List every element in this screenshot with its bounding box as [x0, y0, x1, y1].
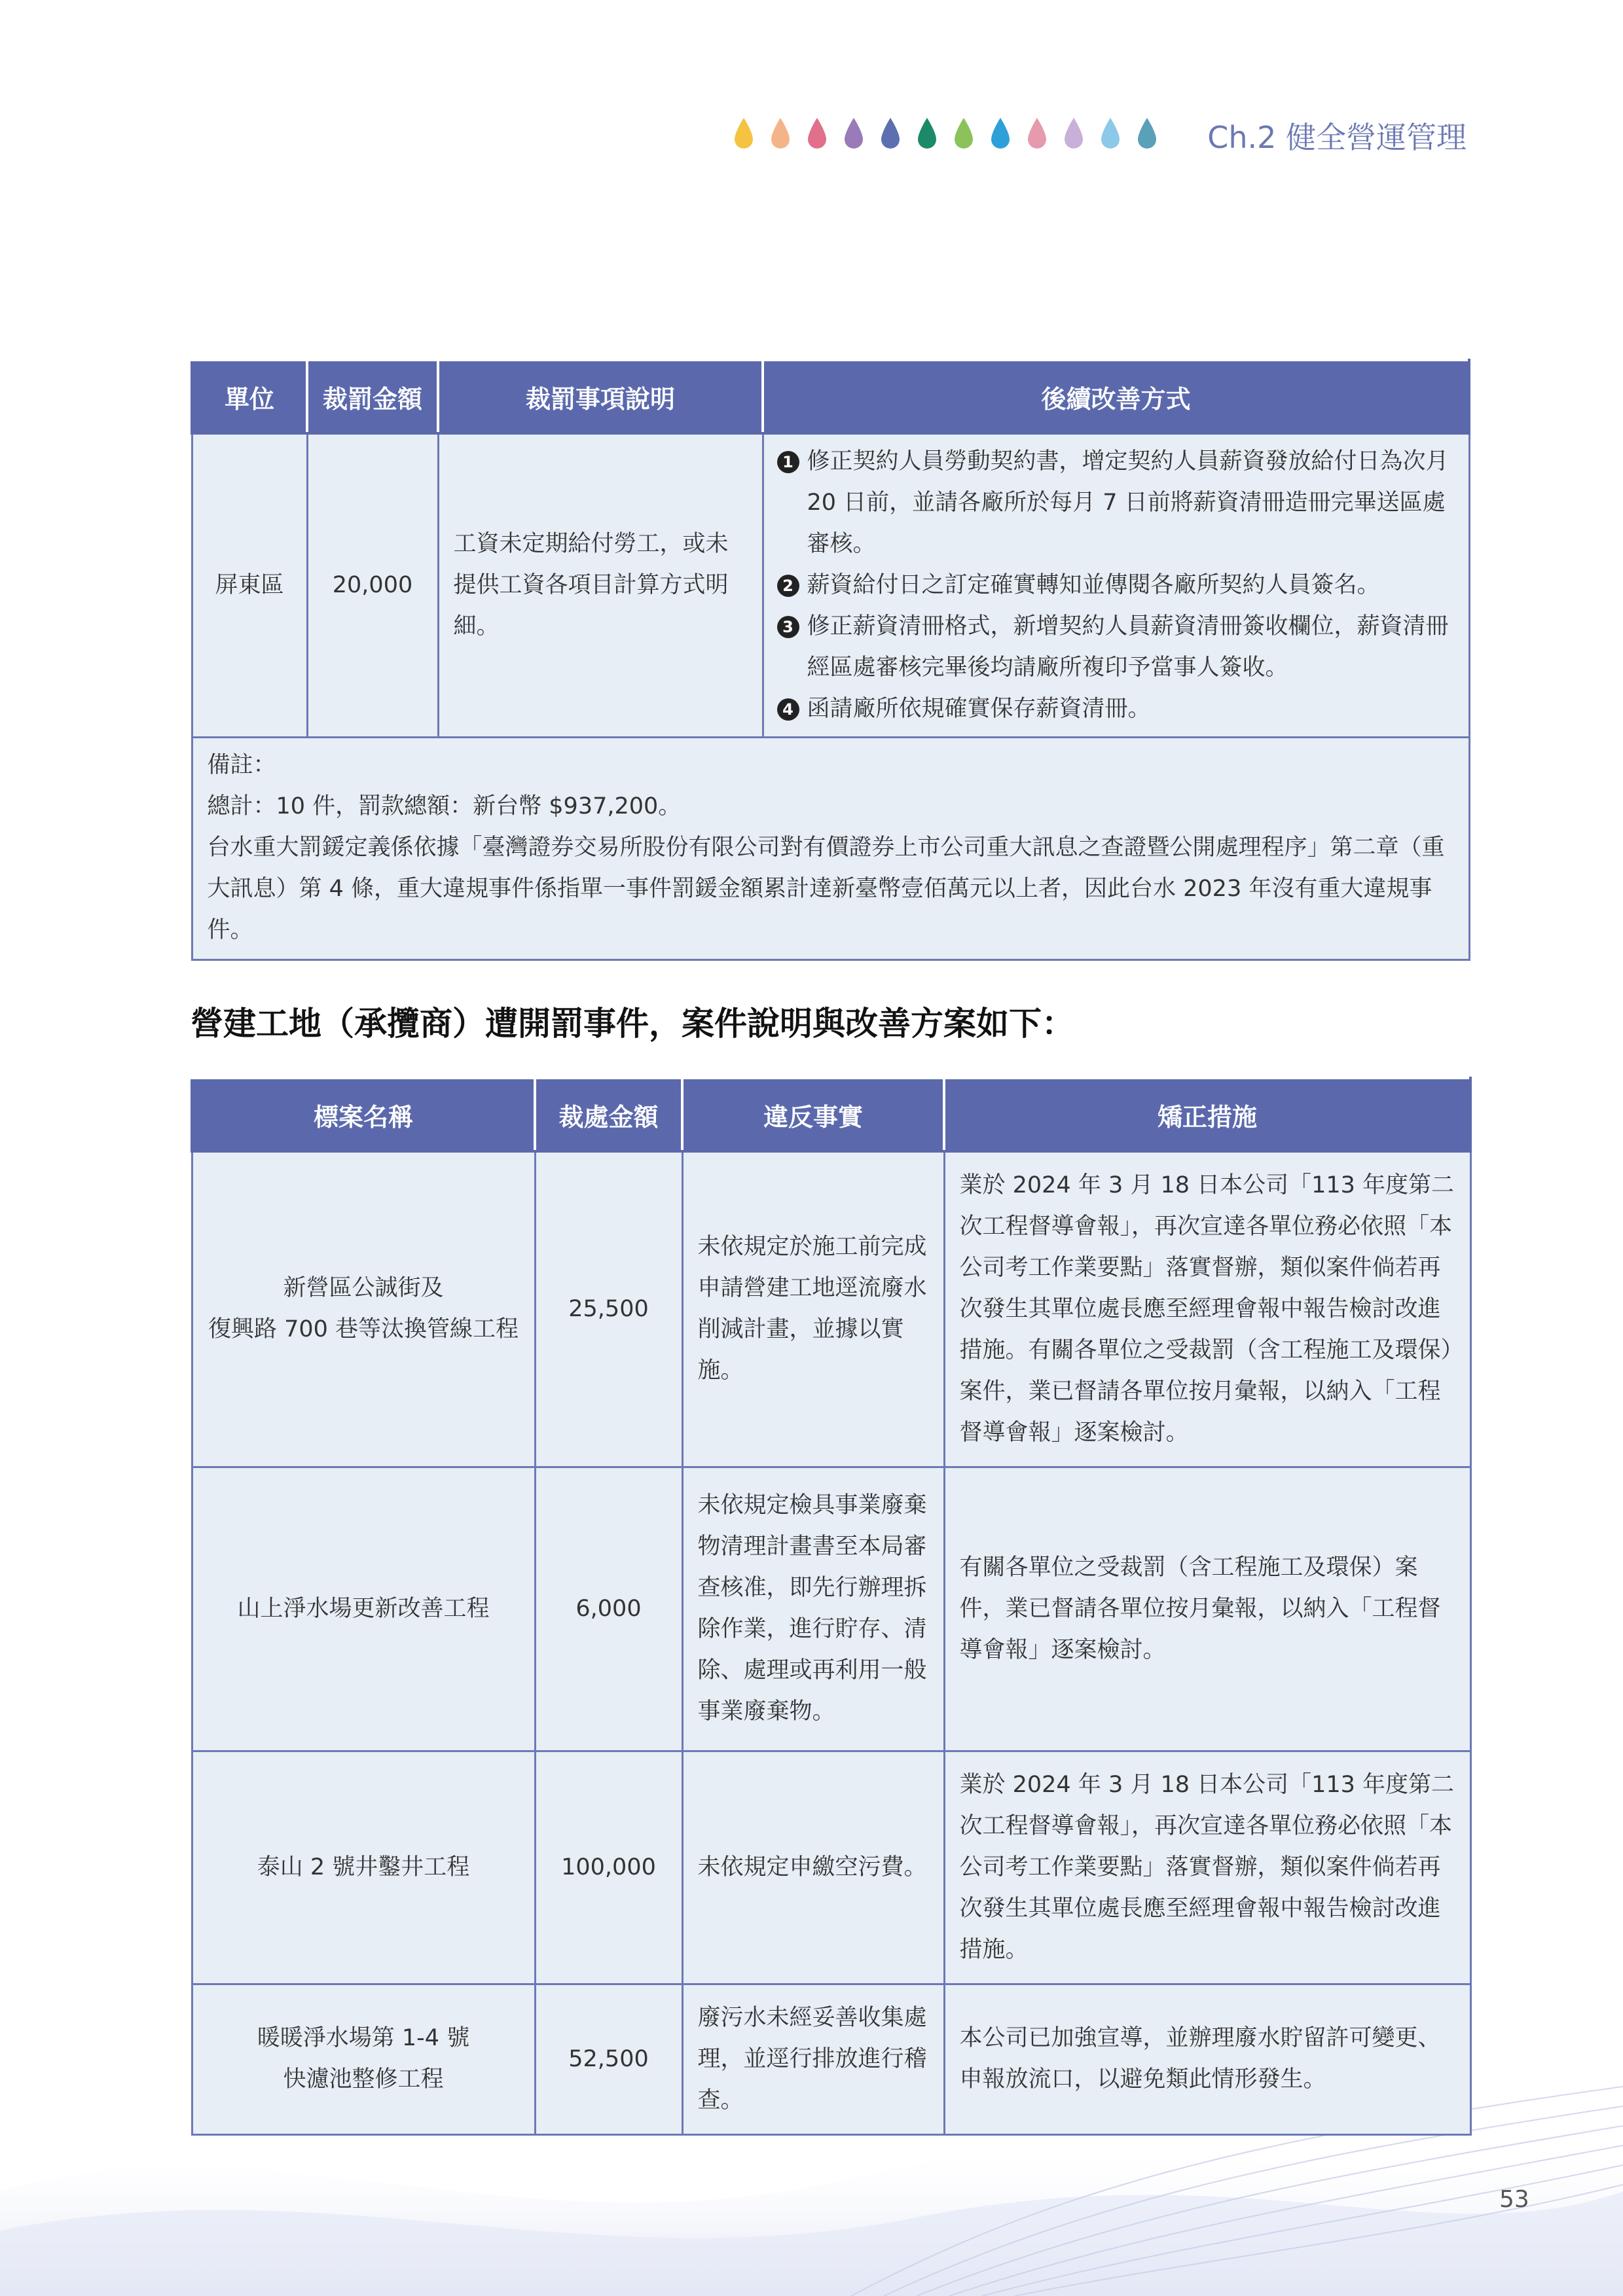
violation-cell: 廢污水未經妥善收集處理，並逕行排放進行稽查。: [682, 1984, 944, 2134]
list-item-text: 修正契約人員勞動契約書，增定契約人員薪資發放給付日為次月 20 日前，並請各廠所於每月 7 日前將薪資清冊造冊完畢送區處審核。: [807, 448, 1449, 557]
penalty-table: [191, 359, 1470, 961]
list-item-text: 薪資給付日之訂定確實轉知並傳閱各廠所契約人員簽名。: [807, 572, 1380, 598]
corrective-measure-cell: 有關各單位之受裁罰（含工程施工及環保）案件，業已督請各單位按月彙報，以納入「工程督導會報」逐案檢討。: [944, 1467, 1470, 1751]
water-drop-icon: [843, 117, 864, 151]
page-header: [733, 111, 1467, 164]
number-badge: 2: [777, 575, 799, 597]
water-drop-icon: [733, 117, 754, 151]
list-item-text: 修正薪資清冊格式，新增契約人員薪資清冊簽收欄位，薪資清冊經區處審核完畢後均請廠所複印予當事人簽收。: [807, 613, 1449, 681]
violation-cell: 未依規定申繳空污費。: [682, 1751, 944, 1984]
list-item: [777, 606, 1455, 689]
water-drop-icon: [953, 117, 974, 151]
fine-amount-cell: 52,500: [535, 1984, 682, 2134]
chapter-title: Ch.2 健全營運管理: [1207, 120, 1467, 155]
water-drop-icon: [770, 117, 791, 151]
page-number: 53: [1499, 2186, 1529, 2213]
notes-label: 備註：: [207, 752, 276, 778]
water-drop-icon: [880, 117, 901, 151]
table-row: [192, 1984, 1470, 2134]
list-item: [777, 441, 1455, 565]
number-badge: 1: [777, 451, 799, 473]
corrective-measure-cell: 業於 2024 年 3 月 18 日本公司「113 年度第二次工程督導會報」，再次宣達各單位務必依照「本公司考工作業要點」落實督辦，類似案件倘若再次發生其單位處長應至經理會報中報告檢討改進措施。有關各單位之受裁罰（含工程施工及環保）案件，業已督請各單位按月彙報，以納入「工程督導會報」逐案檢討。: [944, 1151, 1470, 1467]
corrective-measure-cell: 業於 2024 年 3 月 18 日本公司「113 年度第二次工程督導會報」，再次宣達各單位務必依照「本公司考工作業要點」落實督辦，類似案件倘若再次發生其單位處長應至經理會報中報告檢討改進措施。: [944, 1751, 1470, 1984]
number-badge: 4: [777, 698, 799, 721]
notes-cell: [192, 738, 1469, 960]
project-name-cell: 暖暖淨水場第 1-4 號 快濾池整修工程: [192, 1984, 535, 2134]
construction-table-header-row: [192, 1078, 1470, 1151]
penalty-table-header-row: [192, 360, 1469, 433]
violation-cell: 未依規定檢具事業廢棄物清理計畫書至本局審查核准，即先行辦理拆除作業，進行貯存、清除、處理或再利用一般事業廢棄物。: [682, 1467, 944, 1751]
table-row: [192, 1151, 1470, 1467]
fine-amount-cell: 100,000: [535, 1751, 682, 1984]
notes-detail: 台水重大罰鍰定義係依據「臺灣證券交易所股份有限公司對有價證券上市公司重大訊息之查證暨公開處理程序」第二章（重大訊息）第 4 條，重大違規事件係指單一事件罰鍰金額累計達新臺幣壹佰萬元以上者，因此台水 2023 年沒有重大違規事件。: [207, 834, 1445, 943]
water-drop-icon: [1063, 117, 1084, 151]
water-drop-icon: [807, 117, 828, 151]
header-corrective-measure: 矯正措施: [944, 1078, 1470, 1151]
table-row: [192, 1467, 1470, 1751]
header-improvement: 後續改善方式: [763, 360, 1469, 433]
table-row: [192, 1751, 1470, 1984]
project-name-cell: 山上淨水場更新改善工程: [192, 1467, 535, 1751]
description-cell: 工資未定期給付勞工，或未提供工資各項目計算方式明細。: [438, 433, 763, 738]
header-fine-amount: 裁處金額: [535, 1078, 682, 1151]
water-drop-icon: [1027, 117, 1048, 151]
violation-cell: 未依規定於施工前完成申請營建工地逕流廢水削減計畫，並據以實施。: [682, 1151, 944, 1467]
header-penalty-amount: 裁罰金額: [307, 360, 438, 433]
section-heading: 營建工地（承攬商）遭開罰事件，案件說明與改善方案如下：: [191, 1005, 1074, 1043]
fine-amount-cell: 6,000: [535, 1467, 682, 1751]
notes-total: 總計：10 件，罰款總額：新台幣 $937,200。: [207, 793, 682, 819]
water-drop-icon: [1100, 117, 1121, 151]
unit-cell: 屏東區: [192, 433, 307, 738]
improvement-cell: [763, 433, 1469, 738]
list-item: [777, 565, 1455, 606]
header-penalty-description: 裁罰事項說明: [438, 360, 763, 433]
water-drop-icon: [990, 117, 1011, 151]
notes-row: [192, 738, 1469, 960]
improvement-list: [777, 441, 1455, 730]
construction-penalty-table: [191, 1077, 1472, 2136]
amount-cell: 20,000: [307, 433, 438, 738]
fine-amount-cell: 25,500: [535, 1151, 682, 1467]
project-name-cell: 泰山 2 號井鑿井工程: [192, 1751, 535, 1984]
header-project-name: 標案名稱: [192, 1078, 535, 1151]
water-drop-icon: [917, 117, 938, 151]
water-drop-icon: [1137, 117, 1158, 151]
table-row: [192, 433, 1469, 738]
project-name-cell: 新營區公誠街及 復興路 700 巷等汰換管線工程: [192, 1151, 535, 1467]
list-item: [777, 689, 1455, 730]
corrective-measure-cell: 本公司已加強宣導，並辦理廢水貯留許可變更、申報放流口，以避免類此情形發生。: [944, 1984, 1470, 2134]
header-unit: 單位: [192, 360, 307, 433]
list-item-text: 函請廠所依規確實保存薪資清冊。: [807, 696, 1151, 722]
header-violation: 違反事實: [682, 1078, 944, 1151]
number-badge: 3: [777, 616, 799, 638]
